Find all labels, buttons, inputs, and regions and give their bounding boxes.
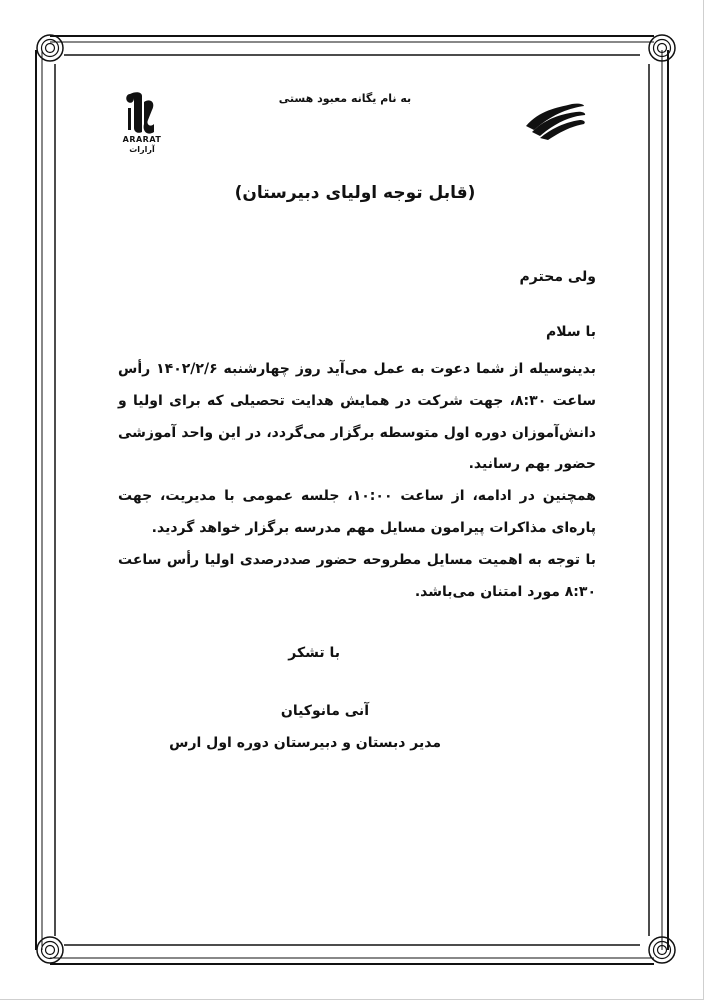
- logo-latin-text: ARARAT: [122, 135, 162, 144]
- closing-thanks: با تشکر: [288, 645, 340, 661]
- paragraph-meeting: همچنین در ادامه، از ساعت ۱۰:۰۰، جلسه عمومی با مدیریت، جهت پاره‌ای مذاکرات پیرامون مسایل مهم مدرسه برگزار خواهد گردید.: [118, 488, 596, 536]
- greeting: با سلام: [545, 324, 596, 340]
- signer-name: آنی مانوکیان: [280, 703, 369, 719]
- school-logo-icon: [122, 88, 162, 154]
- paragraph-invitation: بدینوسیله از شما دعوت به عمل می‌آید روز چهارشنبه ۱۴۰۲/۲/۶ رأس ساعت ۸:۳۰، جهت شرکت در همایش هدایت تحصیلی که برای اولیا و دانش‌آموزان دوره اول متوسطه برگزار می‌گردد، در این واحد آموزشی حضور بهم رسانید.: [118, 361, 596, 473]
- invocation-header: به نام یگانه معبود هستی: [278, 92, 412, 105]
- corner-ornament-top-left: [37, 35, 63, 61]
- paragraph-importance: با توجه به اهمیت مسایل مطروحه حضور صددرصدی اولیا رأس ساعت ۸:۳۰ مورد امتنان می‌باشد.: [118, 551, 596, 600]
- letter-body: [118, 354, 596, 608]
- signer-title: مدیر دبستان و دبیرستان دوره اول ارس: [169, 735, 441, 751]
- corner-ornament-bottom-left: [37, 937, 63, 963]
- wave-emblem-icon: [522, 100, 588, 140]
- salutation: ولی محترم: [519, 269, 596, 285]
- logo-persian-text: آرارات: [129, 145, 155, 154]
- letter-title: (قابل توجه اولیای دبیرستان): [234, 183, 476, 203]
- corner-ornament-top-right: [649, 35, 675, 61]
